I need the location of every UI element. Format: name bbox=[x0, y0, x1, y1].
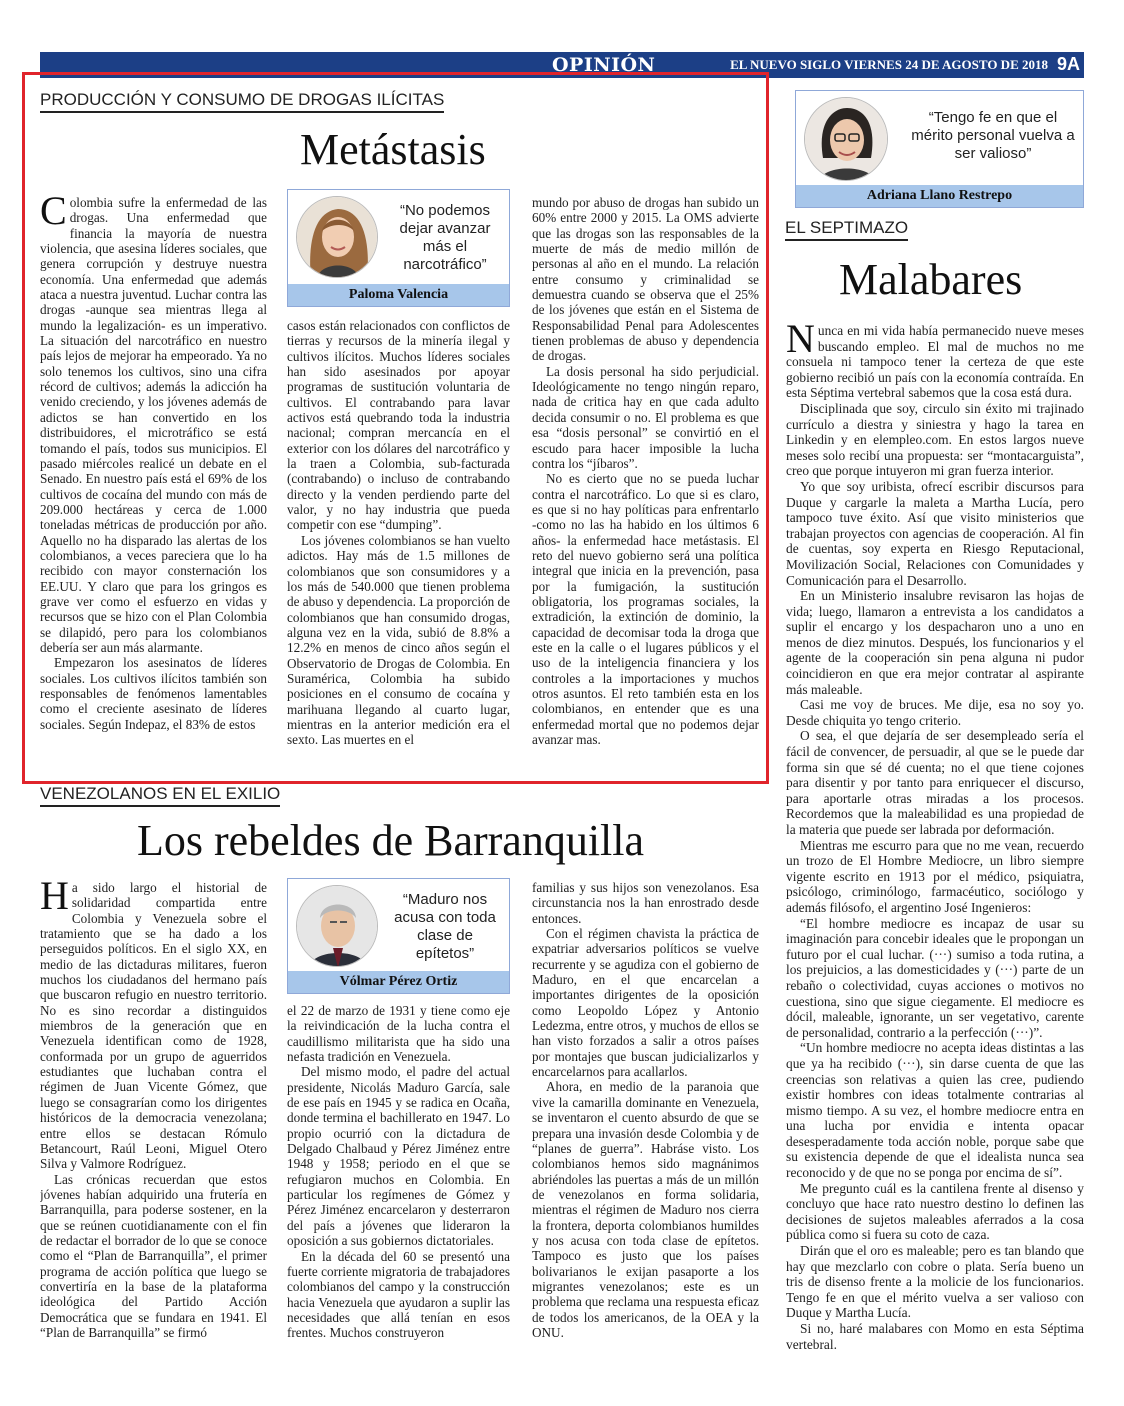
paragraph: Del mismo modo, el padre del actual presidente, Nicolás Maduro García, sale de ese país en 1945 y se radica en Ocaña, donde termina el bachillerato en 1947. Lo propio ocurrió con la dictadura de Delgado Chalbaud y Pérez Jiménez entre 1948 y 1958; periodo en el que se refugiaron muchos en Colombia. En particular los regímenes de Gómez y Pérez Jiménez encarcelaron y desterraron del país a jóvenes que lideraron la oposición a sus gobiernos dictatoriales. bbox=[287, 1064, 510, 1249]
paragraph: Mientras me escurro para que no me vean, recuerdo un trozo de El Hombre Mediocre, un libro siempre vigente escrito en 1913 por el médico, psiquiatra, psicólogo, criminólogo, farmacéutico, sociólogo y además filósofo, el argentino José Ingenieros: bbox=[786, 837, 1084, 915]
paragraph: Me pregunto cuál es la cantilena frente al disenso y concluyo que hace rato nuestro destino lo definen las decisiones de sujetos maleables aferrados a la cosa pública como si fuera su coto de caza. bbox=[786, 1180, 1084, 1243]
paragraph: Con el régimen chavista la práctica de expatriar adversarios políticos se vuelve recurrente y se agudiza con el gobierno de Maduro, en el que encarcelan a importantes dirigentes de la oposición como Leopoldo López y Antonio Ledezma, entre otros, y muchos de ellos se han visto forzados a salir a otros países por montajes que buscan judicializarlos y encarcelarnos para acallarlos. bbox=[532, 926, 759, 1080]
article1-column-3 bbox=[532, 195, 759, 761]
paragraph: mundo por abuso de drogas han subido un 60% entre 2000 y 2015. La OMS advierte que las drogas son las responsables de la muerte de más de medio millón de personas al año en el mundo. La relación entre consumo y criminalidad se demuestra cuando se observa que el 25% de los jóvenes que están en el Sistema de Responsabilidad Penal para Adolescentes tienen problemas de abuso y dependencia de drogas. bbox=[532, 195, 759, 364]
paragraph: Las crónicas recuerdan que estos jóvenes habían adquirido una frutería en Barranquilla, para poderse sostener, en la que se reúnen cuotidianamente con el fin de redactar el borrador de lo que se conoce como el “Plan de Barranquilla”, el primer programa de acción política que luego se convertiría en la base de la plataforma ideológica del Partido Acción Democrática que se fundara en 1941. El “Plan de Barranquilla” se firmó bbox=[40, 1171, 267, 1340]
page-number: 9A bbox=[1056, 54, 1080, 74]
pull-quote: “No podemos dejar avanzar más el narcotráfico” bbox=[399, 202, 491, 273]
author-name: Vólmar Pérez Ortiz bbox=[288, 971, 509, 993]
article3-column bbox=[786, 323, 1084, 1378]
drop-cap: H bbox=[40, 880, 69, 918]
article2-column-1 bbox=[40, 880, 267, 1370]
article3-kicker: EL SEPTIMAZO bbox=[785, 218, 908, 241]
article2-title: Los rebeldes de Barranquilla bbox=[137, 816, 645, 865]
paragraph: En la década del 60 se presentó una fuerte corriente migratoria de trabajadores colombianos del campo y la construcción hacia Venezuela que ayudaron a suplir las necesidades que allá tenían en esos frentes. Muchos construyeron bbox=[287, 1248, 510, 1341]
paragraph: a sido largo el historial de solidaridad compartida entre Colombia y Venezuela sobre el tratamiento que se ha dado a los perseguidos políticos. En el siglo XX, en medio de las dictaduras militares, fueron muchos los ciudadanos del hermano país que buscaron refugio en nuestro territorio. No es sino recordar a distinguidos miembros de la generación que en Venezuela identifican como de 1928, conformada por un grupo de aguerridos estudiantes que luchaban contra el régimen de Juan Vicente Gómez, que luego se consagrarían como los dirigentes históricos de la democracia venezolana; entre ellos se destacan Rómulo Betancourt, Raúl Leoni, Miguel Otero Silva y Valmore Rodríguez. bbox=[40, 880, 267, 1172]
article3-title: Malabares bbox=[839, 255, 1023, 304]
paragraph: unca en mi vida había permanecido nueve meses buscando empleo. El mal de muchos no me consuela ni tampoco tener la certeza de que este gobierno recibió un país con la economía contraída. En esta Séptima vertebral sabemos que la cosa está dura. bbox=[786, 323, 1084, 401]
article1-quote-box bbox=[287, 189, 510, 307]
paragraph: Disciplinada que soy, circulo sin éxito mi trajinado currículo a diestra y siniestra y hago la tarea en Linkedin y en elempleo.com. En estos largos nueve meses solo recibí una propuesta: ser “montacarguista”, creo que porque intuyeron mi gran fuerza interior. bbox=[786, 400, 1084, 479]
article1-column-1 bbox=[40, 195, 267, 761]
drop-cap: C bbox=[40, 195, 67, 233]
paragraph: Dirán que el oro es maleable; pero es tan blando que hay que mezclarlo con cobre o plata. Sería bueno un tris de disenso frente a la molicie de los funcionarios. Tengo fe en que el mérito vuelva a ser valioso con Duque y Martha Lucía. bbox=[786, 1243, 1084, 1321]
paragraph: olombia sufre la enfermedad de las drogas. Una enfermedad que financia la mayoría de nuestra violencia, que asesina líderes sociales, que genera corrupción y destruye nuestra economía. Una enfermedad que además ataca a nuestra juventud. Luchar contra las drogas -aunque sea mientras llega al mundo la legalización- es un imperativo. La situación del narcotráfico en nuestro país lejos de mejorar ha empeorado. Ya no solo tenemos los cultivos, sino una cifra récord de cultivos; además la adicción ha venido creciendo, y los jóvenes además de adictos se han convertido en los distribuidores, el microtráfico se está tomando el país, todos sus municipios. El pasado miércoles realicé un debate en el Senado. En nuestro país está el 69% de los cultivos de cocaína del mundo con más de 209.000 hectáreas y cerca de 1.000 toneladas métricas de producción por año. Aquello no ha disparado las alertas de los colombianos, a veces pareciera que lo ha recibido con mayor consternación los EE.UU. Y claro que para los gringos es grave ver como el esfuerzo en vidas y recursos que se hizo con el Plan Colombia se dilapidó, pero para los colombianos debería ser aun más alarmante. bbox=[40, 195, 267, 655]
article1-title: Metástasis bbox=[300, 125, 486, 174]
article1-kicker: PRODUCCIÓN Y CONSUMO DE DROGAS ILÍCITAS bbox=[40, 90, 444, 113]
paragraph: el 22 de marzo de 1931 y tiene como eje la reivindicación de la lucha contra el caudillismo militarista que ha sido una nefasta tradición en Venezuela. bbox=[287, 1003, 510, 1065]
article2-column-3 bbox=[532, 880, 759, 1370]
author-name: Paloma Valencia bbox=[288, 284, 509, 306]
article2-column-2 bbox=[287, 1003, 510, 1370]
pull-quote: “Maduro nos acusa con toda clase de epítetos” bbox=[394, 891, 496, 962]
pull-quote: “Tengo fe en que el mérito personal vuelva a ser valioso” bbox=[911, 109, 1075, 162]
author-portrait-paloma bbox=[296, 196, 378, 278]
paragraph: Casi me voy de bruces. Me dije, esa no soy yo. Desde chiquita yo tengo criterio. bbox=[786, 697, 1084, 728]
article3-quote-box bbox=[795, 90, 1084, 208]
author-portrait-adriana bbox=[804, 97, 888, 181]
paragraph: No es cierto que no se pueda luchar contra el narcotráfico. Lo que si es claro, es que si no hay políticas para enfrentarlo -como no las ha habido en los últimos 6 años- la enfermedad hace metástasis. El reto del nuevo gobierno será una política integral que inicia en la prevención, pasa por la fumigación, la sustitución obligatoria, los programas sociales, la extradición, la extinción de dominio, la capacidad de decomisar toda la droga que este en la calle o el lugares públicos y el uso de la inteligencia financiera y los controles a la importaciones y muchos otros asuntos. El reto también esta en los colombianos, en entender que es una enfermedad mortal que no podemos dejar avanzar mas. bbox=[532, 471, 759, 748]
paragraph: casos están relacionados con conflictos de tierras y recursos de la minería ilegal y cultivos ilícitos. Muchos líderes sociales han sido asesinados por apoyar programas de sustitución voluntaria de cultivos. El contrabando para lavar activos está quebrando toda la industria nacional; compran mercancía en el exterior con los dólares del narcotráfico y la traen a Colombia, sub-facturada (contrabando) o incluso de contrabando directo y la venden perdiendo parte del valor, y no hay industria que pueda competir con ese “dumping”. bbox=[287, 318, 510, 533]
section-title: OPINIÓN bbox=[552, 54, 656, 76]
paragraph: Empezaron los asesinatos de líderes sociales. Los cultivos ilícitos también son responsables de fenómenos lamentables como el creciente asesinato de líderes sociales. Según Indepaz, el 83% de estos bbox=[40, 655, 267, 732]
drop-cap: N bbox=[786, 323, 815, 361]
paragraph: O sea, el que dejaría de ser desempleado sería el fácil de convencer, de persuadir, al que se le puede dar forma sin que sé dé cuenta; no el que tiene cojones para disentir y por tanto para enriquecer el discurso, para aportarle otras miradas a los procesos. Recordemos que la maleabilidad es una propiedad de la materia que puede ser labrada por deformación. bbox=[786, 728, 1084, 837]
article1-column-2 bbox=[287, 318, 510, 761]
article2-quote-box bbox=[287, 878, 510, 994]
article2-kicker: VENEZOLANOS EN EL EXILIO bbox=[40, 784, 280, 807]
paragraph: “El hombre mediocre es incapaz de usar su imaginación para concebir ideales que le propongan un futuro por el cual luchar. (···) sumiso a toda rutina, a los prejuicios, a las domesticidades y (···) parte de un rebaño o colectividad, cuyas acciones o motivos no cuestiona, sino que sigue ciegamente. El mediocre es dócil, maleable, ignorante, un ser vegetativo, carente de personalidad, contrario a la perfección (···)”. bbox=[786, 915, 1084, 1040]
masthead-date: EL NUEVO SIGLO VIERNES 24 DE AGOSTO DE 2018 bbox=[730, 57, 1048, 72]
paragraph: Ahora, en medio de la paranoia que vive la camarilla dominante en Venezuela, se inventaron el cuento absurdo de que se prepara una invasión desde Colombia y de “planes de guerra”. Habráse visto. Los colombianos hemos sido magnánimos abriéndoles las puertas a más de un millón de venezolanos en forma solidaria, mientras el régimen de Maduro nos cierra la frontera, deporta colombianos humildes y nos acusa con toda clase de epítetos. Tampoco es justo que los países bolivarianos le exijan pasaporte a los migrantes venezolanos; este es un problema que reclama una respuesta eficaz de todos los americanos, de la OEA y la ONU. bbox=[532, 1079, 759, 1340]
paragraph: La dosis personal ha sido perjudicial. Ideológicamente no tengo ningún reparo, nada de critica hay en que cada adulto decida consumir o no. El problema es que esa “dosis personal” se convirtió en el escudo para hacer imposible la lucha contra los “jíbaros”. bbox=[532, 363, 759, 471]
paragraph: “Un hombre mediocre no acepta ideas distintas a las que ya ha recibido (···), sin darse cuenta de que las creencias son relativas a quien las cree, pudiendo existir hombres con ideas totalmente contrarias al mismo tiempo. A su vez, el hombre mediocre entra en una lucha por envidia e intenta opacar desesperadamente toda acción noble, porque sabe que su existencia depende de que el idealista nunca sea reconocido y de que no se ponga por encima de sí”. bbox=[786, 1040, 1084, 1181]
paragraph: En un Ministerio insalubre revisaron las hojas de vida; luego, llamaron a entrevista a los candidatos a suplir el encargo y los despacharon uno a uno en menos de diez minutos. Después, los funcionarios y el agente de la cooperación sin pena alguna ni pudor coincidieron en que era mejor contratar al aspirante más maleable. bbox=[786, 588, 1084, 697]
paragraph: Los jóvenes colombianos se han vuelto adictos. Hay más de 1.5 millones de colombianos que son consumidores y a los más de 540.000 que tienen problema de abuso y dependencia. La proporción de colombianos que han consumido drogas, alguna vez en la vida, subió de 8.8% a 12.2% en menos de cinco años según el Observatorio de Drogas de Colombia. En Suramérica, Colombia ha subido posiciones en el consumo de cocaína y marihuana llegando al cuarto lugar, mientras en la anterior medición era el sexto. Las muertes en el bbox=[287, 532, 510, 748]
author-portrait-volmar bbox=[296, 885, 378, 967]
paragraph: familias y sus hijos son venezolanos. Esa circunstancia nos la han enrostrado desde entonces. bbox=[532, 880, 759, 926]
author-name: Adriana Llano Restrepo bbox=[796, 185, 1083, 207]
paragraph: Yo que soy uribista, ofrecí escribir discursos para Duque y cargarle la maleta a Martha Lucía, pero tampoco tuve éxito. Así que visito ministerios que trabajan proyectos con agencias de cooperación. Al fin de cuentas, soy experta en Riesgo Reputacional, Movilización Social, Relaciones con Comunidades y Comunicación para el Desarrollo. bbox=[786, 478, 1084, 588]
page-header-bar bbox=[40, 52, 1084, 78]
paragraph: Si no, haré malabares con Momo en esta Séptima vertebral. bbox=[786, 1321, 1084, 1352]
